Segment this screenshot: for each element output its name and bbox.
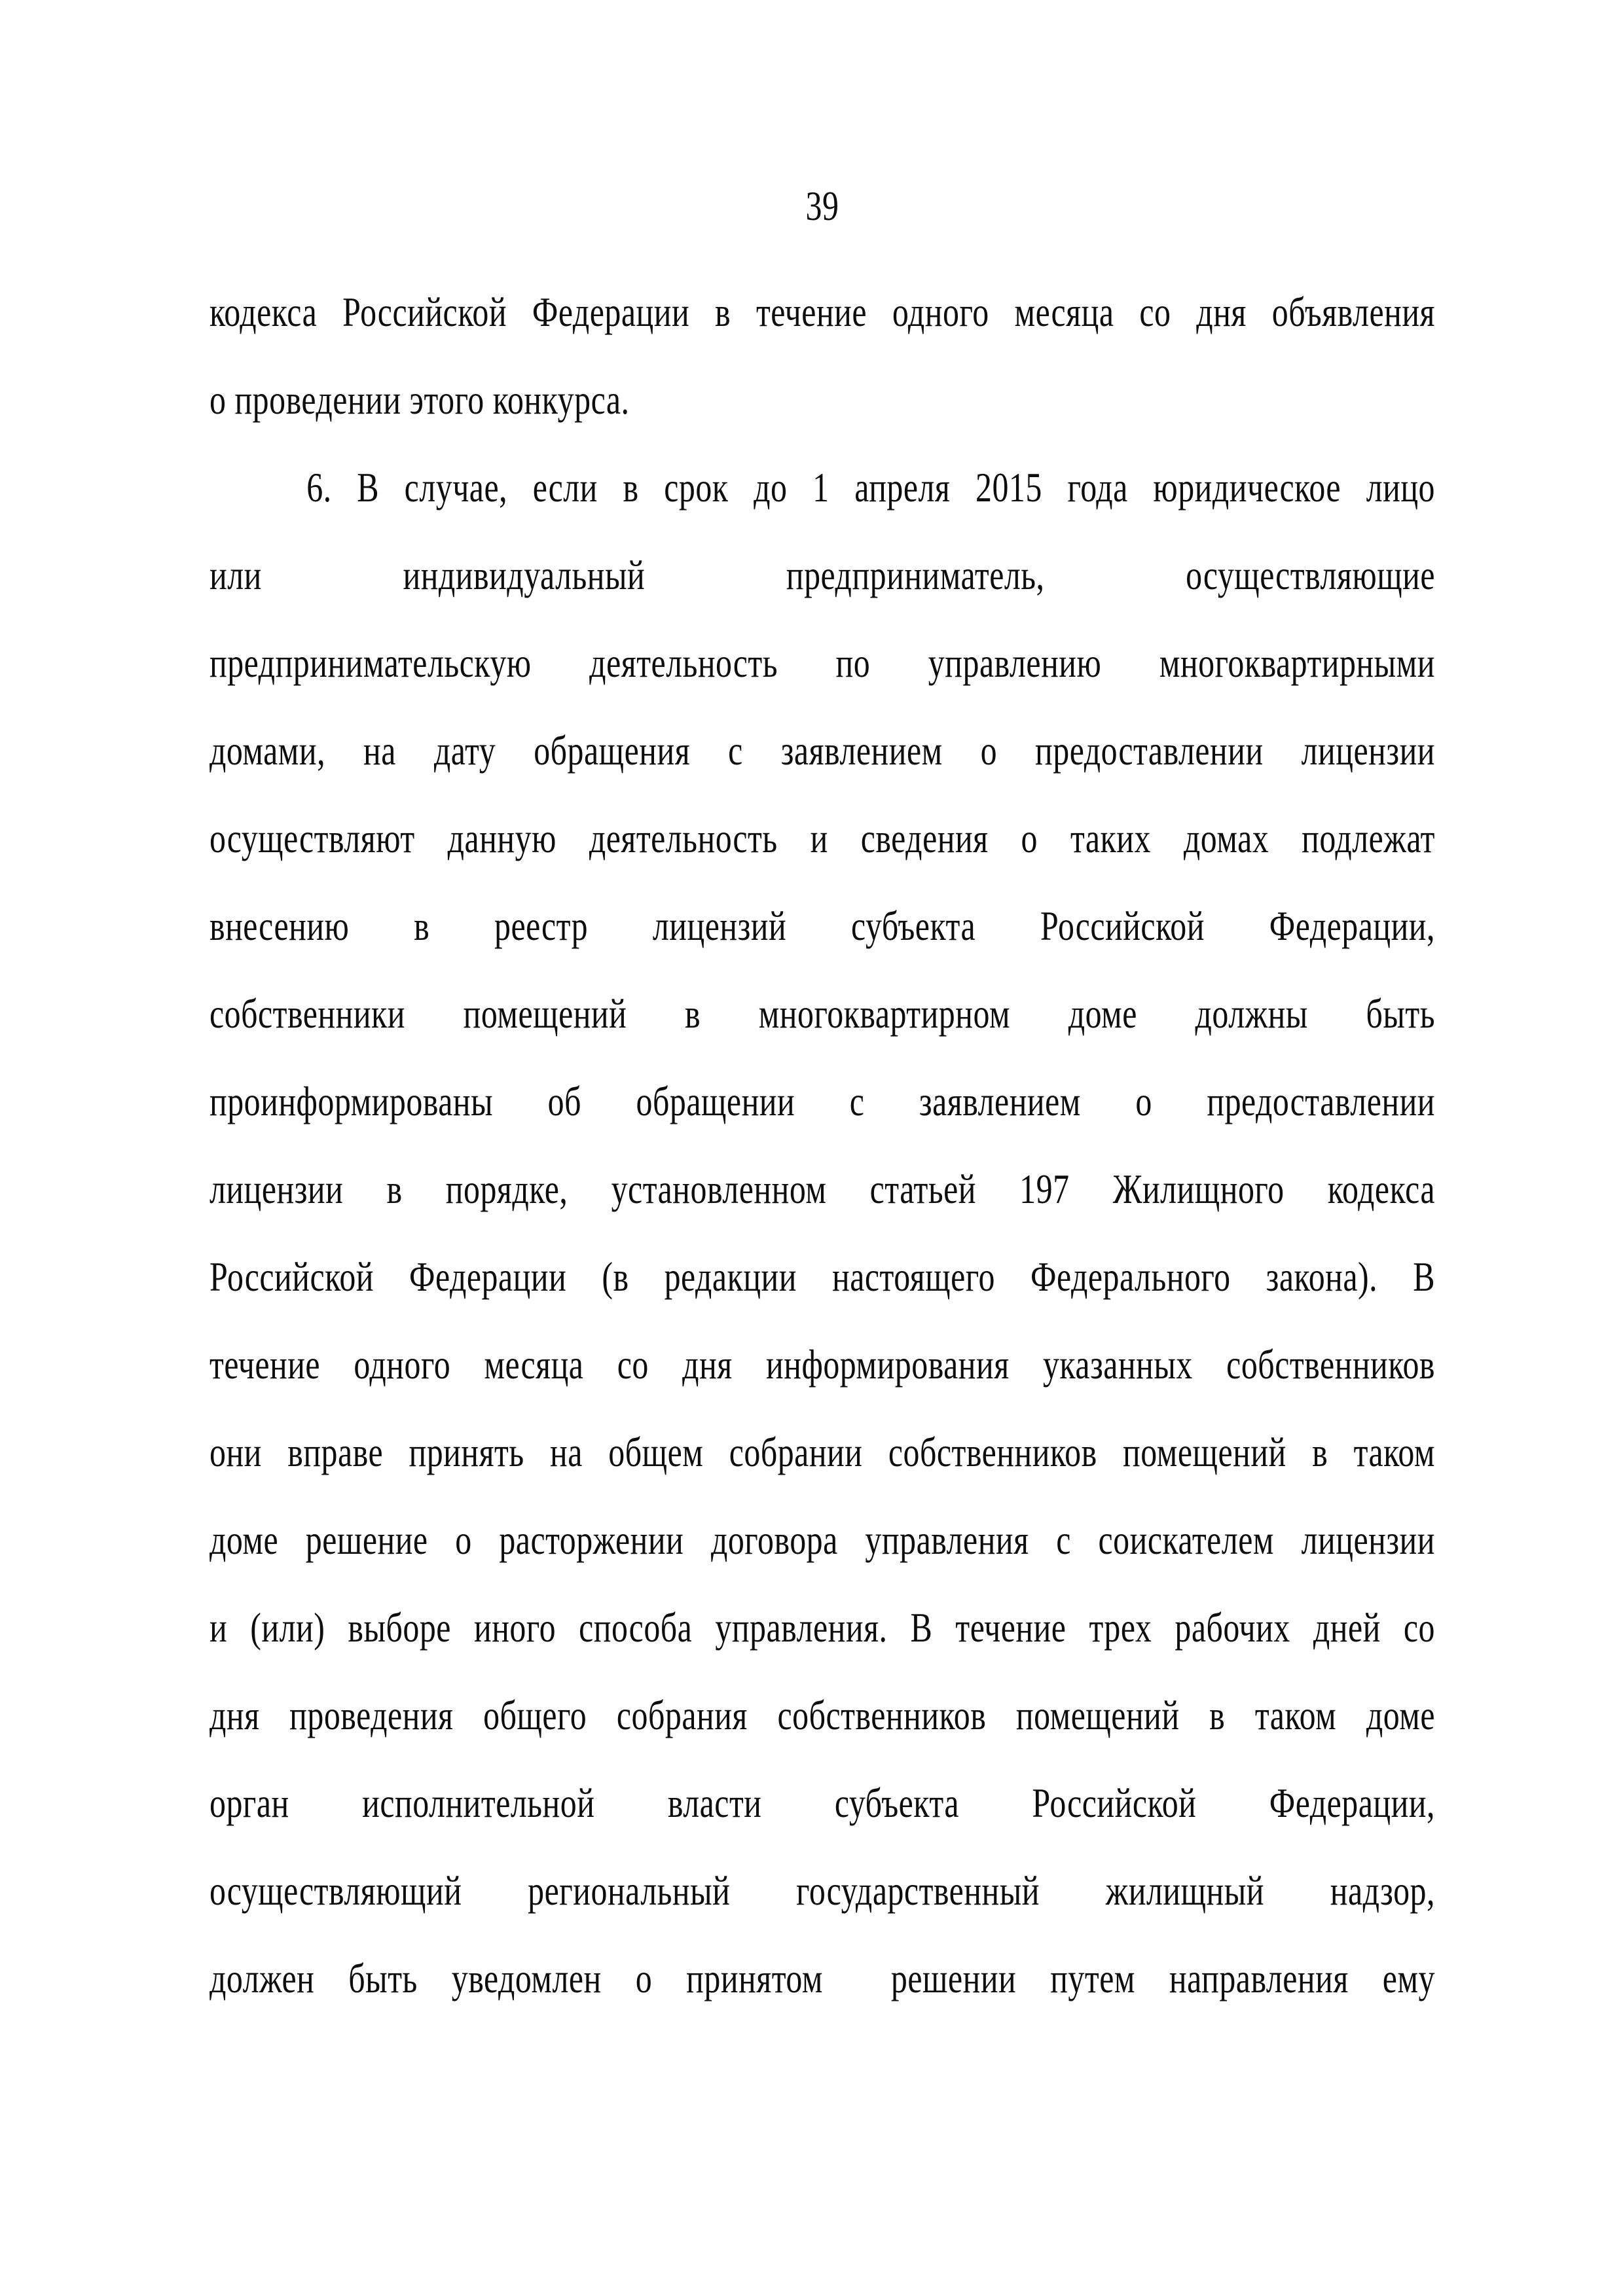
text-line: должен быть уведомлен о принятом решении путем направления ему (210, 1955, 1435, 2001)
text-line: домами, на дату обращения с заявлением о предоставлении лицензии (210, 727, 1435, 774)
page-number: 39 (805, 183, 839, 229)
text-line: или индивидуальный предприниматель, осуществляющие (210, 552, 1435, 598)
text-line: проинформированы об обращении с заявлением о предоставлении (210, 1078, 1435, 1124)
text-line: орган исполнительной власти субъекта Российской Федерации, (210, 1780, 1435, 1826)
text-line: доме решение о расторжении договора управления с соискателем лицензии (210, 1516, 1435, 1563)
text-line: 6. В случае, если в срок до 1 апреля 2015 года юридическое лицо (306, 464, 1436, 511)
text-line: Российской Федерации (в редакции настоящего Федерального закона). В (210, 1253, 1435, 1300)
text-line: предпринимательскую деятельность по управлению многоквартирными (210, 639, 1435, 686)
text-line: кодекса Российской Федерации в течение одного месяца со дня объявления (210, 289, 1435, 335)
text-line: дня проведения общего собрания собственников помещений в таком доме (210, 1692, 1435, 1738)
body-text (210, 268, 1435, 2022)
text-line: и (или) выборе иного способа управления. В течение трех рабочих дней со (210, 1604, 1435, 1651)
text-line: осуществляющий региональный государственный жилищный надзор, (210, 1867, 1435, 1914)
text-line: они вправе принять на общем собрании собственников помещений в таком (210, 1429, 1435, 1475)
text-line: внесению в реестр лицензий субъекта Российской Федерации, (210, 903, 1435, 949)
text-line: лицензии в порядке, установленном статьей 197 Жилищного кодекса (210, 1166, 1435, 1212)
text-line: собственники помещений в многоквартирном доме должны быть (210, 990, 1435, 1037)
text-line: осуществляют данную деятельность и сведения о таких домах подлежат (210, 815, 1435, 861)
text-line: течение одного месяца со дня информирования указанных собственников (210, 1341, 1435, 1388)
text-line: о проведении этого конкурса. (210, 376, 630, 423)
